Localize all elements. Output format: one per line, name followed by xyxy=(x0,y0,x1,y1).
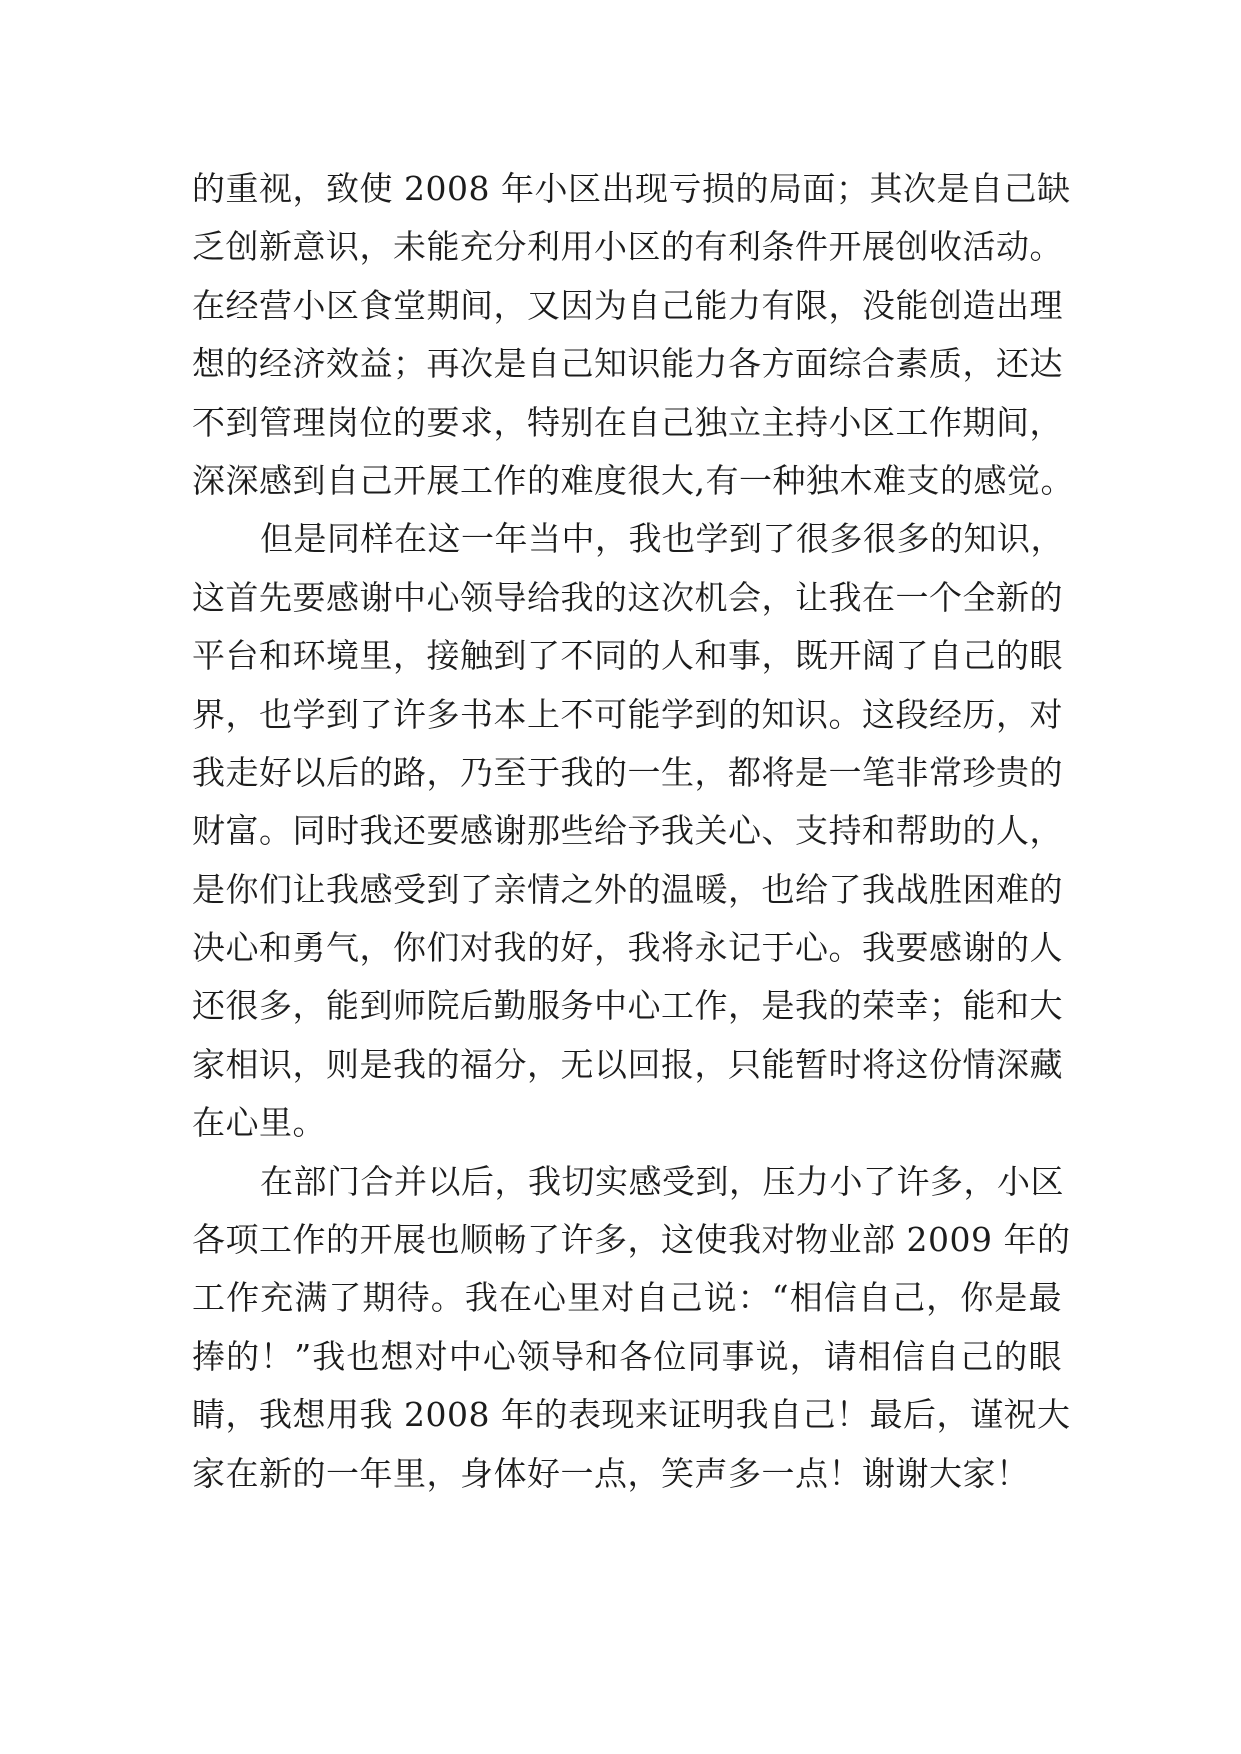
text-line: 家相识，则是我的福分，无以回报，只能暂时将这份情深藏 xyxy=(192,1044,1063,1084)
text-line: 还很多，能到师院后勤服务中心工作，是我的荣幸；能和大 xyxy=(192,986,1063,1026)
text-line: 我走好以后的路，乃至于我的一生，都将是一笔非常珍贵的 xyxy=(192,752,1063,792)
text-line: 在心里。 xyxy=(192,1103,326,1143)
text-line: 的重视，致使 2008 年小区出现亏损的局面；其次是自己缺 xyxy=(192,169,1071,208)
paragraph xyxy=(192,1153,1071,1503)
text-line: 但是同样在这一年当中，我也学到了很多很多的知识， xyxy=(260,519,1064,559)
text-line: 决心和勇气，你们对我的好，我将永记于心。我要感谢的人 xyxy=(192,928,1063,968)
text-line: 财富。同时我还要感谢那些给予我关心、支持和帮助的人， xyxy=(192,811,1063,851)
text-line: 深深感到自己开展工作的难度很大,有一种独木难支的感觉。 xyxy=(192,460,1074,500)
text-line: 平台和环境里，接触到了不同的人和事，既开阔了自己的眼 xyxy=(192,636,1063,676)
text-line: 各项工作的开展也顺畅了许多，这使我对物业部 2009 年的 xyxy=(192,1220,1071,1260)
paragraph xyxy=(192,510,1062,1152)
text-line: 乏创新意识，未能充分利用小区的有利条件开展创收活动。 xyxy=(192,227,1063,267)
text-line: 这首先要感谢中心领导给我的这次机会，让我在一个全新的 xyxy=(192,577,1063,617)
text-line: 在经营小区食堂期间，又因为自己能力有限，没能创造出理 xyxy=(192,285,1063,325)
document-body xyxy=(192,160,1074,1503)
text-line: 不到管理岗位的要求，特别在自己独立主持小区工作期间， xyxy=(192,402,1063,442)
text-line: 家在新的一年里，身体好一点，笑声多一点！谢谢大家！ xyxy=(192,1453,1030,1493)
text-line: 想的经济效益；再次是自己知识能力各方面综合素质，还达 xyxy=(192,344,1063,384)
text-line: 捧的！”我也想对中心领导和各位同事说，请相信自己的眼 xyxy=(192,1336,1062,1376)
text-line: 在部门合并以后，我切实感受到，压力小了许多，小区 xyxy=(260,1161,1064,1201)
text-line: 界，也学到了许多书本上不可能学到的知识。这段经历，对 xyxy=(192,694,1063,734)
text-line: 工作充满了期待。我在心里对自己说：“相信自己，你是最 xyxy=(192,1278,1062,1318)
text-line: 睛，我想用我 2008 年的表现来证明我自己！最后，谨祝大 xyxy=(192,1395,1071,1435)
paragraph xyxy=(192,160,1074,510)
text-line: 是你们让我感受到了亲情之外的温暖，也给了我战胜困难的 xyxy=(192,869,1063,909)
